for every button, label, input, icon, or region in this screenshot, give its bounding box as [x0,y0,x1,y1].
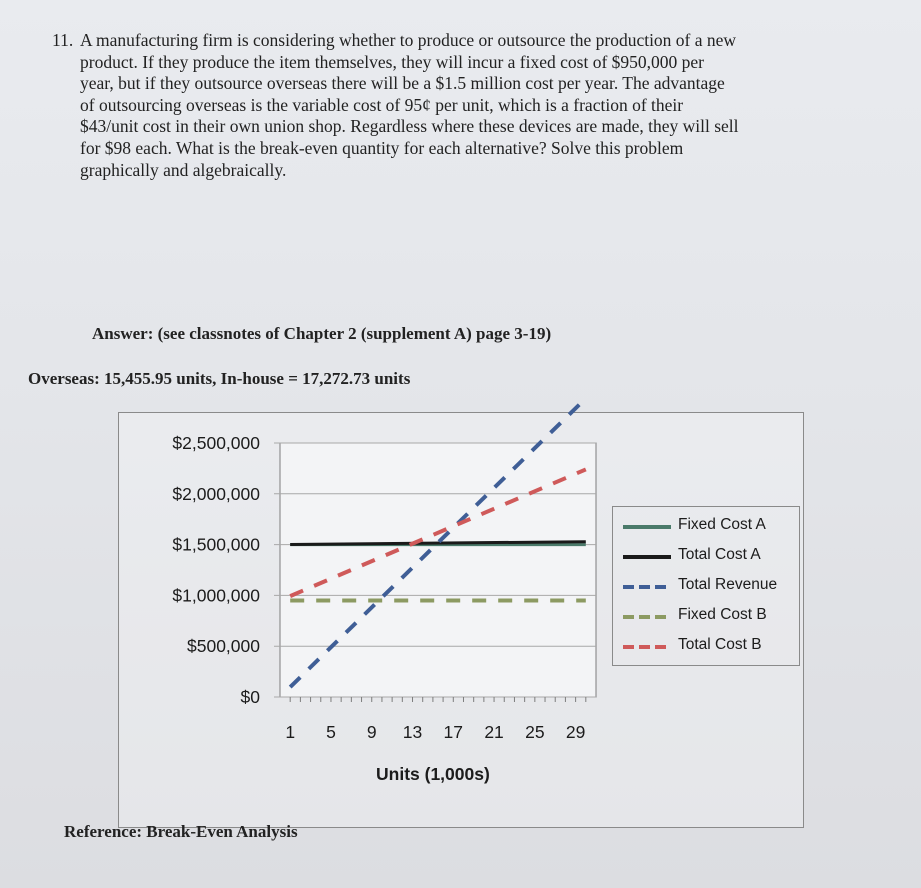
y-tick-label: $2,000,000 [172,483,260,504]
problem-line: product. If they produce the item themselves, they will incur a fixed cost of $950,000 per [80,51,704,72]
problem-line: of outsourcing overseas is the variable cost of 95¢ per unit, which is a fraction of their [80,94,684,115]
legend-item-total-revenue [623,576,799,596]
legend-label: Total Cost A [678,546,761,563]
problem-line: $43/unit cost in their own union shop. Regardless where these devices are made, they will sell [80,116,739,137]
legend-label: Fixed Cost B [678,606,767,623]
y-tick-label: $500,000 [187,636,260,657]
chart-legend [612,506,800,666]
legend-label: Fixed Cost A [678,516,766,533]
legend-item-fixed-cost-b [623,606,799,626]
problem-statement [52,30,812,181]
x-tick-label: 29 [565,722,586,742]
y-tick-label: $1,000,000 [172,585,260,606]
legend-swatch [623,555,671,559]
legend-swatch [623,615,671,619]
answer-line: Answer: (see classnotes of Chapter 2 (supplement A) page 3-19) [92,324,552,343]
plot-area [280,443,596,697]
problem-line: for $98 each. What is the break-even quantity for each alternative? Solve this problem [80,137,684,158]
x-axis-title: Units (1,000s) [376,764,490,784]
legend-swatch [623,585,671,589]
x-tick-label: 1 [285,722,296,742]
problem-line: graphically and algebraically. [80,159,287,180]
x-tick-label: 21 [484,722,504,742]
legend-item-fixed-cost-a [623,516,799,536]
results-line: Overseas: 15,455.95 units, In-house = 17,272.73 units [28,369,411,388]
legend-item-total-cost-b [623,636,799,656]
x-tick-label: 13 [402,722,423,742]
problem-number: 11. [52,30,74,50]
x-tick-label: 25 [525,722,545,742]
reference-line: Reference: Break-Even Analysis [64,822,298,841]
y-tick-label: $2,500,000 [172,433,260,453]
legend-swatch [623,645,671,649]
problem-line: year, but if they outsource overseas there will be a $1.5 million cost per year. The advantage [80,73,725,94]
y-tick-label: $0 [240,687,260,707]
legend-label: Total Cost B [678,636,762,653]
problem-text [80,30,812,181]
x-tick-label: 5 [326,722,336,742]
x-tick-label: 17 [443,722,464,742]
problem-line: A manufacturing firm is considering whether to produce or outsource the production of a new [80,30,737,50]
x-tick-label: 9 [366,722,377,742]
legend-label: Total Revenue [678,576,778,593]
legend-swatch [623,525,671,529]
y-tick-label: $1,500,000 [172,534,260,555]
legend-item-total-cost-a [623,546,799,566]
